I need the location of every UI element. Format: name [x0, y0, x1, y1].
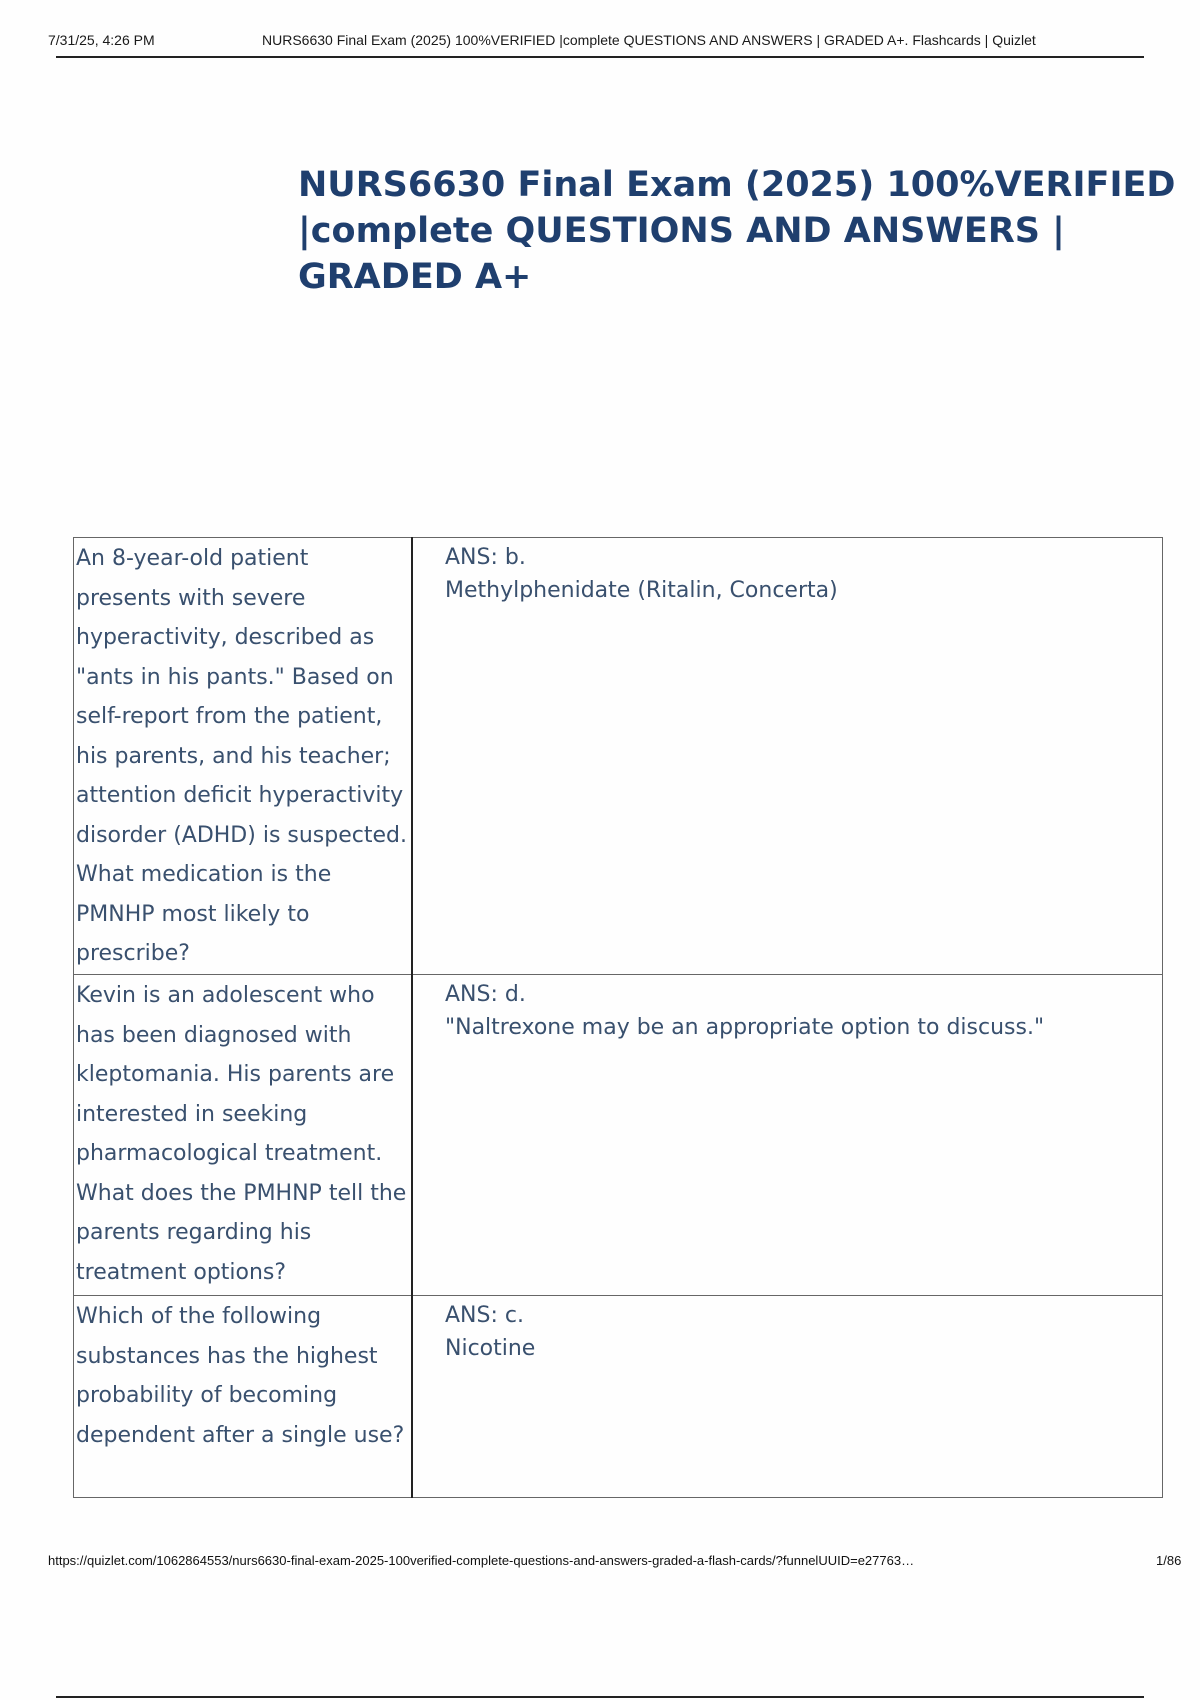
print-header	[48, 28, 1152, 52]
page-number: 1/86	[1156, 1553, 1182, 1568]
flashcard-answer: ANS: b. Methylphenidate (Ritalin, Concerta)	[445, 545, 838, 603]
flashcard-answer-cell	[412, 975, 1163, 1296]
bottom-divider	[56, 1696, 1144, 1698]
flashcard-question: An 8-year-old patient presents with severe hyperactivity, described as "ants in his pants." Based on self-report from the patient, his parents, and his teacher; attention deficit hyperactivity disorder (ADHD) is suspected. What medication is the PMNHP most likely to prescribe?	[76, 546, 407, 966]
document-title	[298, 162, 1178, 300]
flashcard-question: Kevin is an adolescent who has been diagnosed with kleptomania. His parents are interested in seeking pharmacological treatment. What does the PMHNP tell the parents regarding his treatment options?	[76, 983, 407, 1285]
flashcard-row	[74, 1296, 1163, 1498]
flashcard-table	[73, 537, 1163, 1498]
document-title-line-2: |complete QUESTIONS AND ANSWERS | GRADED A+	[298, 211, 1065, 297]
print-page-title: NURS6630 Final Exam (2025) 100%VERIFIED |complete QUESTIONS AND ANSWERS | GRADED A+. Flashcards | Quizlet	[262, 32, 1036, 48]
flashcard-question-cell	[74, 538, 413, 975]
flashcard-answer-cell	[412, 538, 1163, 975]
document-title-line-1: NURS6630 Final Exam (2025) 100%VERIFIED	[298, 165, 1176, 205]
flashcard-question-cell	[74, 1296, 413, 1498]
flashcard-answer-cell	[412, 1296, 1163, 1498]
print-footer	[48, 1553, 1184, 1573]
flashcard-question-cell	[74, 975, 413, 1296]
flashcard-answer: ANS: d. "Naltrexone may be an appropriate option to discuss."	[445, 982, 1045, 1040]
print-datetime: 7/31/25, 4:26 PM	[48, 32, 155, 48]
flashcard-row	[74, 975, 1163, 1296]
flashcard-question: Which of the following substances has the highest probability of becoming dependent after a single use?	[76, 1304, 405, 1448]
flashcard-row	[74, 538, 1163, 975]
header-divider	[56, 56, 1144, 58]
print-url: https://quizlet.com/1062864553/nurs6630-final-exam-2025-100verified-complete-questions-and-answers-graded-a-flash-cards/?funnelUUID=e27763…	[48, 1553, 915, 1568]
flashcard-answer: ANS: c. Nicotine	[445, 1303, 536, 1361]
